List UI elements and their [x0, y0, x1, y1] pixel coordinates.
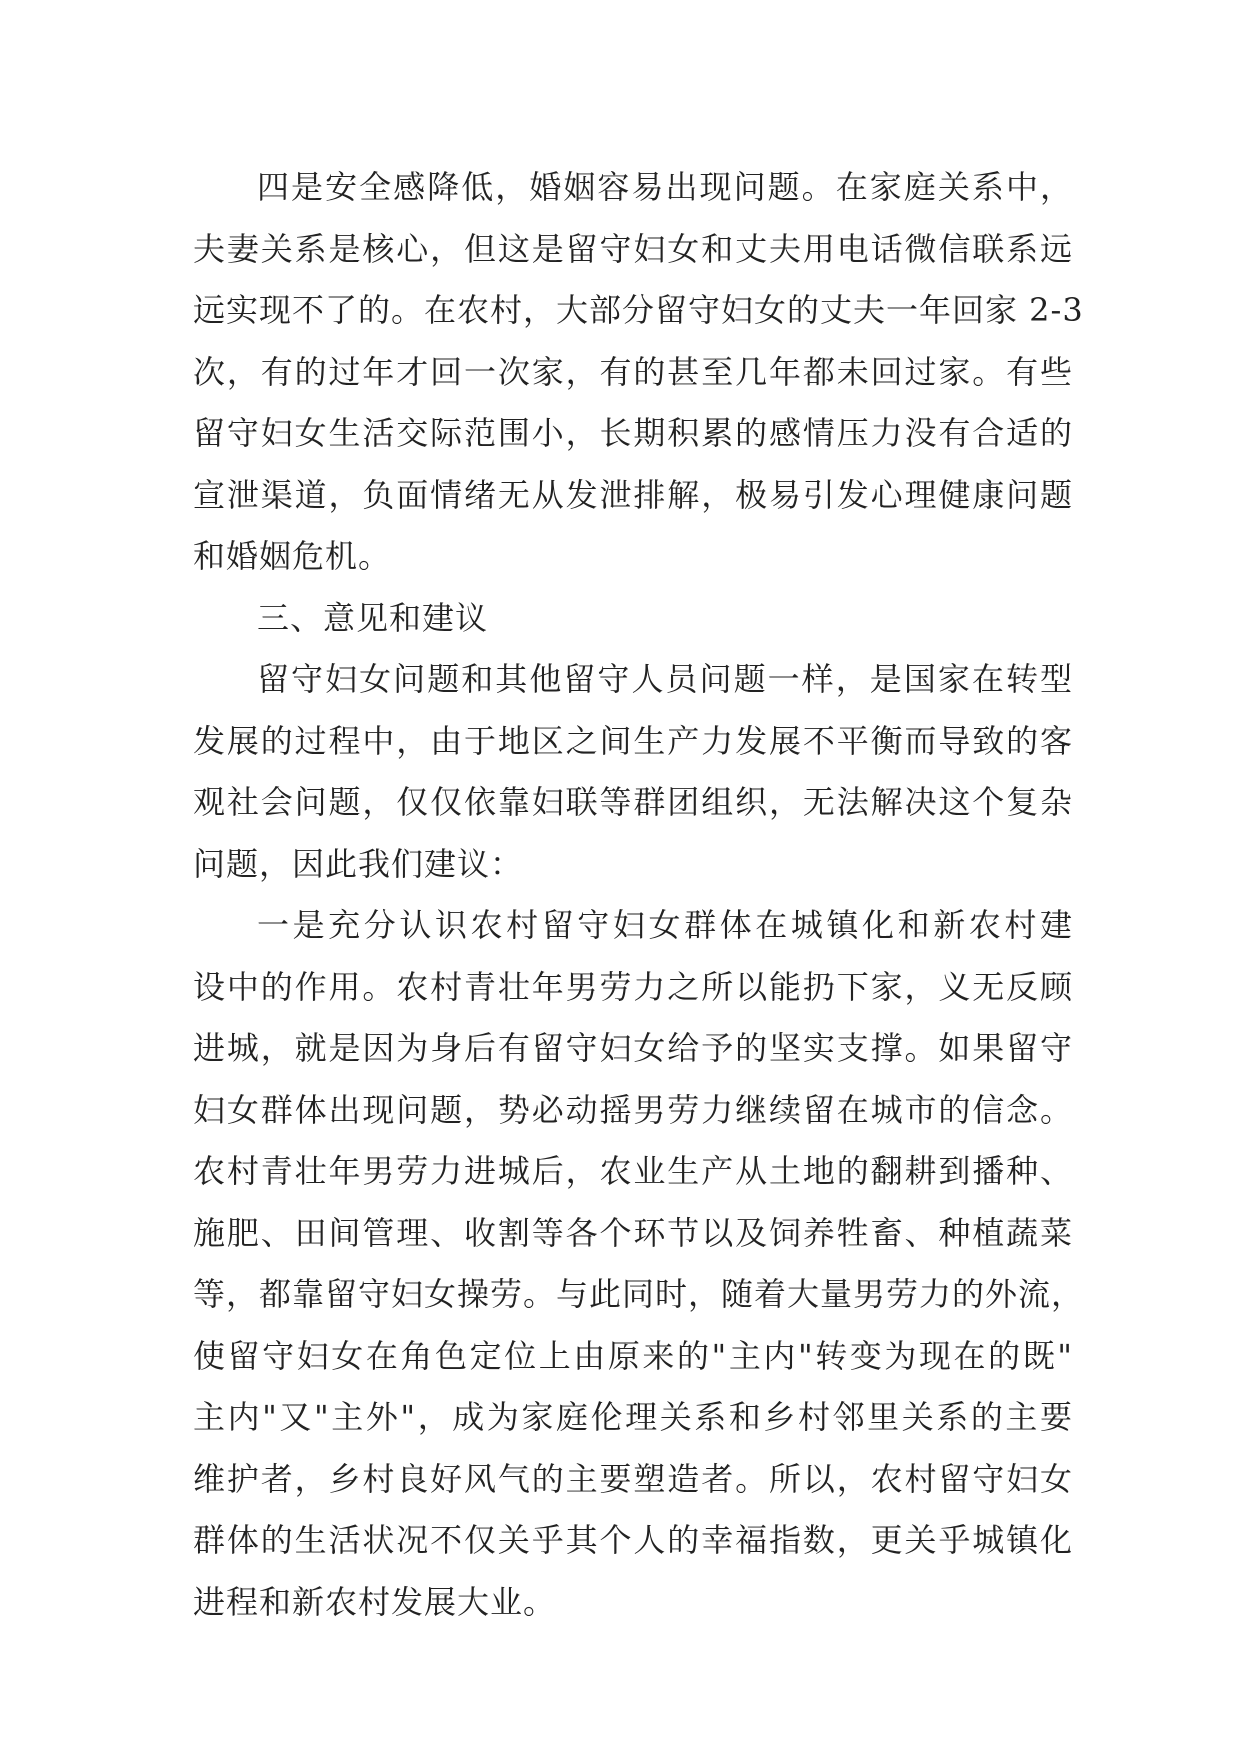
text-line: 次，有的过年才回一次家，有的甚至几年都未回过家。有些 [193, 352, 1073, 391]
text-line: 一是充分认识农村留守妇女群体在城镇化和新农村建 [257, 906, 1073, 944]
text-line: 等，都靠留守妇女操劳。与此同时，随着大量男劳力的外流， [193, 1275, 1085, 1313]
text-line: 宣泄渠道，负面情绪无从发泄排解，极易引发心理健康问题 [193, 475, 1073, 514]
text-line: 主内"又"主外"，成为家庭伦理关系和乡村邻里关系的主要 [193, 1398, 1073, 1436]
paragraph-intro-suggestions [193, 649, 1073, 895]
text-line: 施肥、田间管理、收割等各个环节以及饲养牲畜、种植蔬菜 [193, 1213, 1073, 1252]
text-line: 进程和新农村发展大业。 [193, 1582, 557, 1621]
text-line: 留守妇女生活交际范围小，长期积累的感情压力没有合适的 [193, 414, 1073, 452]
text-line: 观社会问题，仅仅依靠妇联等群团组织，无法解决这个复杂 [193, 783, 1073, 821]
text-line: 远实现不了的。在农村，大部分留守妇女的丈夫一年回家 2-3 [193, 291, 1084, 329]
text-line: 问题，因此我们建议： [193, 844, 524, 883]
text-line: 维护者，乡村良好风气的主要塑造者。所以，农村留守妇女 [193, 1459, 1073, 1498]
text-line: 夫妻关系是核心，但这是留守妇女和丈夫用电话微信联系远 [193, 229, 1073, 268]
heading-text: 三、意见和建议 [257, 598, 489, 637]
text-line: 留守妇女问题和其他留守人员问题一样，是国家在转型 [257, 660, 1073, 698]
text-line: 使留守妇女在角色定位上由原来的"主内"转变为现在的既" [193, 1336, 1073, 1375]
document-body [193, 157, 1085, 1633]
paragraph-safety-marriage [193, 157, 1084, 588]
text-line: 农村青壮年男劳力进城后，农业生产从土地的翻耕到播种、 [193, 1152, 1073, 1190]
text-line: 妇女群体出现问题，势必动摇男劳力继续留在城市的信念。 [193, 1090, 1073, 1129]
text-line: 设中的作用。农村青壮年男劳力之所以能扔下家，义无反顾 [193, 967, 1073, 1006]
text-line: 和婚姻危机。 [193, 537, 392, 575]
paragraph-recognize-role [193, 895, 1085, 1633]
text-line: 发展的过程中，由于地区之间生产力发展不平衡而导致的客 [193, 721, 1073, 760]
text-line: 四是安全感降低，婚姻容易出现问题。在家庭关系中， [257, 168, 1073, 206]
section-heading [193, 588, 1073, 650]
text-line: 进城，就是因为身后有留守妇女给予的坚实支撑。如果留守 [193, 1029, 1073, 1067]
text-line: 群体的生活状况不仅关乎其个人的幸福指数，更关乎城镇化 [193, 1521, 1073, 1559]
